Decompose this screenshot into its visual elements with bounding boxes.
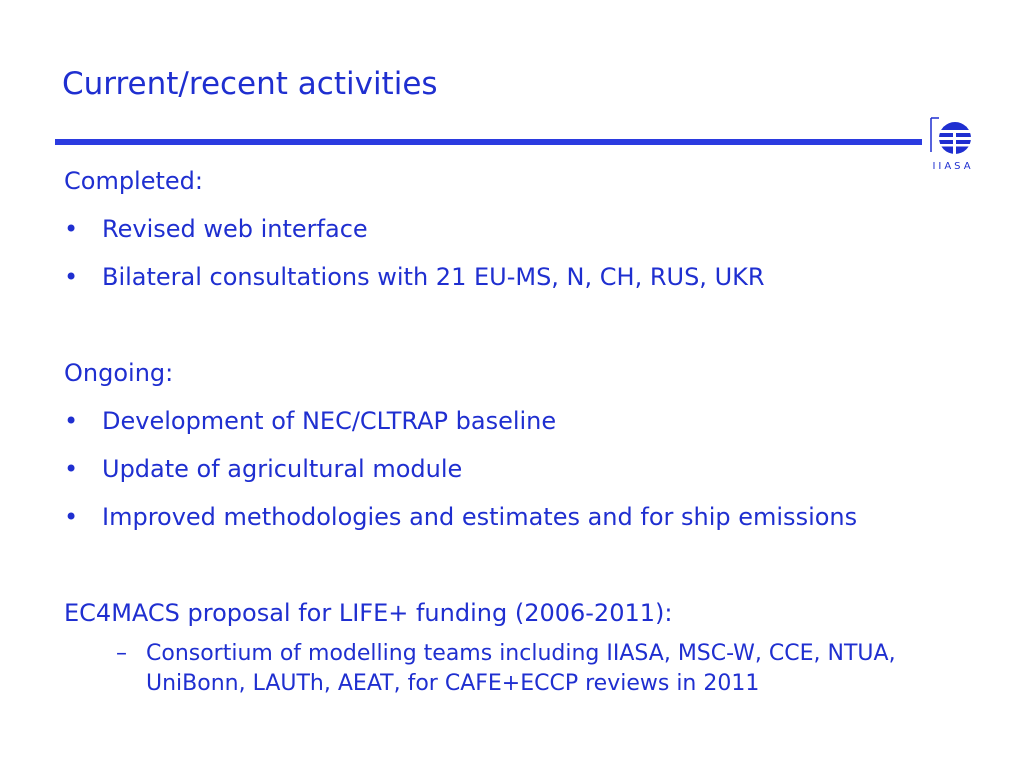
list-item bbox=[64, 453, 964, 485]
completed-heading: Completed: bbox=[64, 167, 203, 195]
list-item-text: Bilateral consultations with 21 EU-MS, N, CH, RUS, UKR bbox=[102, 263, 765, 291]
slide-body bbox=[64, 165, 964, 699]
dash-marker: – bbox=[116, 641, 127, 666]
slide-title: Current/recent activities bbox=[62, 66, 438, 102]
ongoing-heading: Ongoing: bbox=[64, 359, 174, 387]
list-item bbox=[64, 213, 964, 245]
list-item-text: Improved methodologies and estimates and for ship emissions bbox=[102, 503, 858, 531]
sub-list-item bbox=[64, 639, 966, 699]
bullet-marker: • bbox=[64, 503, 79, 531]
title-divider bbox=[55, 139, 922, 145]
bullet-marker: • bbox=[64, 215, 79, 243]
proposal-heading: EC4MACS proposal for LIFE+ funding (2006-2011): bbox=[64, 599, 673, 627]
bullet-marker: • bbox=[64, 263, 79, 291]
bullet-marker: • bbox=[64, 407, 79, 435]
list-item bbox=[64, 501, 892, 533]
logo-text: IIASA bbox=[932, 161, 974, 172]
list-item-text: Update of agricultural module bbox=[102, 455, 463, 483]
list-item-text: Revised web interface bbox=[102, 215, 368, 243]
globe-icon bbox=[929, 116, 977, 160]
list-item-text: Development of NEC/CLTRAP baseline bbox=[102, 407, 557, 435]
sub-list-item-text: Consortium of modelling teams including IIASA, MSC-W, CCE, NTUA, UniBonn, LAUTh, AEAT, for CAFE+ECCP reviews in 2011 bbox=[146, 641, 896, 696]
bullet-marker: • bbox=[64, 455, 79, 483]
list-item bbox=[64, 405, 964, 437]
list-item bbox=[64, 261, 964, 293]
